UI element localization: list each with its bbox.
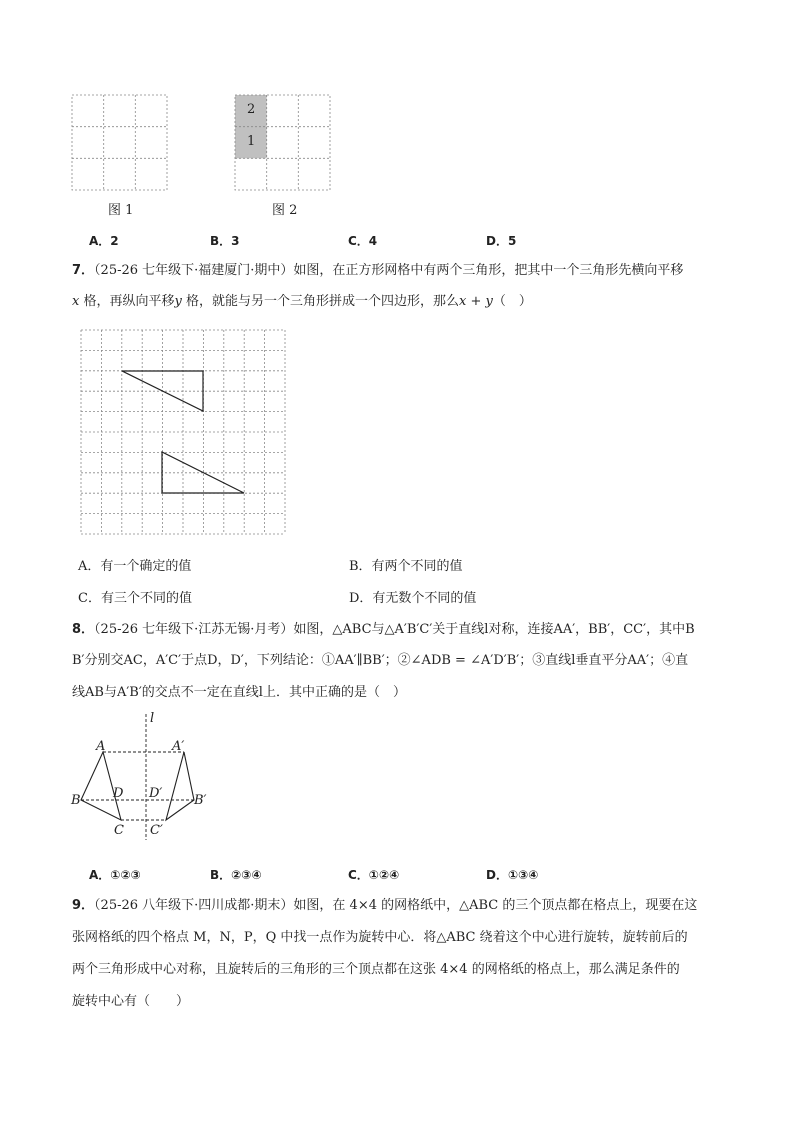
q8-label-a-prime: A′ <box>172 739 185 754</box>
q9-line-3: 两个三角形成中心对称，且旋转后的三角形的三个顶点都在这张 4×4 的网格纸的格点上，那么满足条件的 <box>72 962 680 977</box>
q8-label-a: A <box>96 739 106 754</box>
q8-number: 8． <box>72 622 95 637</box>
q9-line-4: 旋转中心有（ ） <box>72 994 190 1009</box>
q8-stem-1: （25-26 七年级下·江苏无锡·月考）如图，△ABC与△A′B′C′关于直线l对称，连接AA′，BB′，CC′，其中B <box>94 622 695 637</box>
q7-line-1 <box>72 262 683 280</box>
q7-figure-grid <box>80 329 288 537</box>
q7-option-c[interactable]: C．有三个不同的值 <box>78 591 192 606</box>
q7-answer-blank: （ ） <box>492 294 532 309</box>
q8-option-a[interactable]: A．①②③ <box>89 868 141 882</box>
q9-stem-1: （25-26 八年级下·四川成都·期末）如图，在 4×4 的网格纸中，△ABC 的三个顶点都在格点上，现要在这 <box>94 898 698 913</box>
q6-option-d[interactable]: D．5 <box>486 234 517 248</box>
figure-2-cell-label-top: 2 <box>247 102 256 117</box>
q9-line-1 <box>72 897 697 915</box>
q8-label-c-prime: C′ <box>150 823 163 838</box>
q8-option-d[interactable]: D．①③④ <box>486 868 539 882</box>
q7-stem-2b: 格，就能与另一个三角形拼成一个四边形，那么 <box>181 294 459 309</box>
q8-figure <box>66 706 226 846</box>
q6-option-a[interactable]: A．2 <box>89 234 119 248</box>
figure-1-grid <box>71 94 169 192</box>
q9-number: 9． <box>72 898 95 913</box>
q7-stem-1: 如图，在正方形网格中有两个三角形，把其中一个三角形先横向平移 <box>293 263 684 278</box>
q6-option-c[interactable]: C．4 <box>348 234 378 248</box>
q6-option-b[interactable]: B．3 <box>210 234 240 248</box>
q8-label-l: l <box>150 711 155 726</box>
q8-line-2: B′分别交AC，A′C′于点D，D′，下列结论：①AA′∥BB′；②∠ADB = ∠A′D′B′；③直线l垂直平分AA′；④直 <box>72 653 689 668</box>
figure-1-caption: 图 1 <box>108 203 134 218</box>
q8-label-c: C <box>114 823 124 838</box>
q8-label-b: B <box>71 793 81 808</box>
q8-option-c[interactable]: C．①②④ <box>348 868 400 882</box>
q7-expression: x + y <box>458 294 493 309</box>
q9-line-2: 张网格纸的四个格点 M，N，P，Q 中找一点作为旋转中心．将△ABC 绕着这个中心进行旋转，旋转前后的 <box>72 930 688 945</box>
q7-source: （25-26 七年级下·福建厦门·期中） <box>94 263 294 278</box>
figure-2-cell-label-bottom: 1 <box>247 134 256 149</box>
q8-label-d-prime: D′ <box>149 786 163 801</box>
q7-var-y: y <box>174 294 182 309</box>
q7-option-b[interactable]: B．有两个不同的值 <box>349 559 463 574</box>
q7-stem-2a: 格，再纵向平移 <box>79 294 175 309</box>
q8-triangle-a2b2c2 <box>166 752 194 820</box>
q7-number: 7． <box>72 263 95 278</box>
q8-line-1 <box>72 621 695 639</box>
q7-line-2 <box>72 293 532 311</box>
q8-line-3: 线AB与A′B′的交点不一定在直线l上．其中正确的是（ ） <box>72 685 406 700</box>
figure-2-caption: 图 2 <box>272 203 298 218</box>
q7-var-x: x <box>72 294 80 309</box>
q8-label-b-prime: B′ <box>194 793 207 808</box>
q7-option-a[interactable]: A．有一个确定的值 <box>78 559 192 574</box>
q7-option-d[interactable]: D．有无数个不同的值 <box>349 591 477 606</box>
q8-label-d: D <box>113 786 124 801</box>
q8-option-b[interactable]: B．②③④ <box>210 868 262 882</box>
